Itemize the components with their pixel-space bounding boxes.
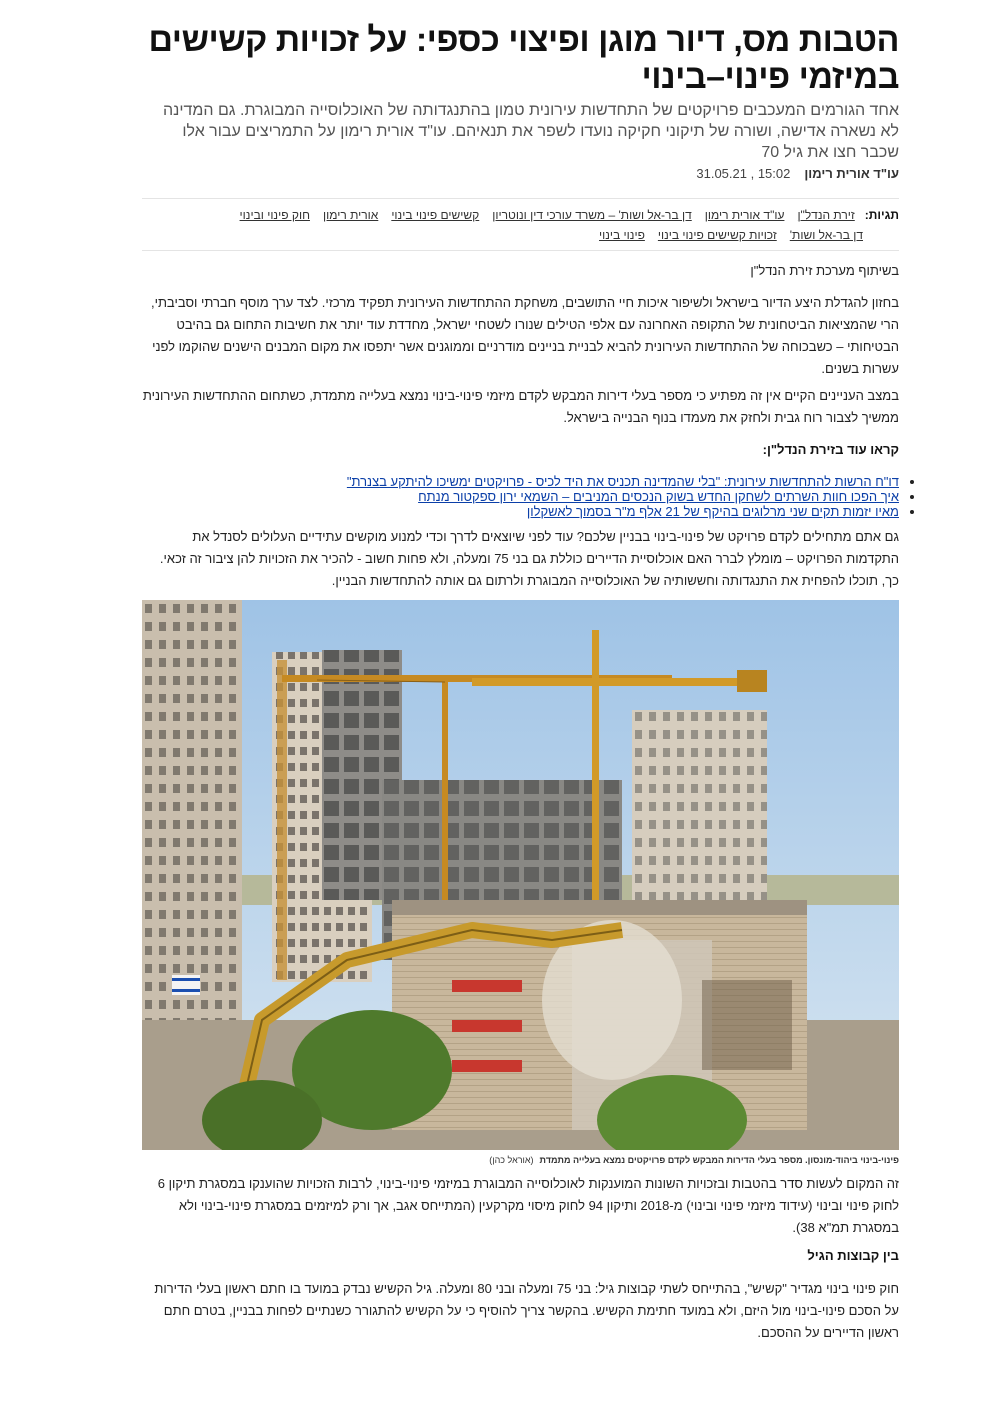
tag-link[interactable]: דן בר-אל ושות' bbox=[789, 228, 863, 242]
tag-link[interactable]: אורית רימון bbox=[322, 208, 379, 222]
article-title: הטבות מס, דיור מוגן ופיצוי כספי: על זכויות קשישים במיזמי פינוי–בינוי bbox=[148, 21, 899, 96]
paragraph-2: במצב העניינים הקיים אין זה מפתיע כי מספר בעלי דירות המבקש לקדם מיזמי פינוי-בינוי נמצא בעלייה מתמדת, כשתחום ההתחדשות העירונית ממשיך לצבור רוח גבית ולחזק את מעמדו בנוף הבנייה בישראל. bbox=[142, 388, 899, 425]
section-title: בין קבוצות הגיל bbox=[807, 1248, 899, 1263]
tag-link[interactable]: חוק פינוי ובינוי bbox=[239, 208, 310, 222]
paragraph-4: זה המקום לעשות סדר בהטבות ובזכויות השונות המוענקות לאוכלוסייה המבוגרת במיזמי פינוי-בינוי, לרבות הזכויות שהוענקו במסגרת תיקון 6 לחוק פינוי ובינוי (עידוד מיזמי פינוי ובינוי) מ-2018 ותיקון 94 לחוק מיסוי מקרקעין (המתייחס אגב, אך ורק למיזמים במסגרת פינוי-בינוי ולא במסגרת תמ"א 38). bbox=[157, 1176, 899, 1235]
tag-link[interactable]: עו"ד אורית רימון bbox=[704, 208, 785, 222]
tag-link[interactable]: זירת הנדל"ן bbox=[797, 208, 855, 222]
tag-link[interactable]: זכויות קשישים פינוי בינוי bbox=[657, 228, 777, 242]
author-link[interactable]: עו"ד אורית רימון bbox=[804, 166, 899, 181]
tag-link[interactable]: דן בר-אל ושות' – משרד עורכי דין ונוטריון bbox=[492, 208, 692, 222]
tag-link[interactable]: פינוי בינוי bbox=[599, 228, 645, 242]
read-more-list bbox=[142, 474, 919, 519]
publish-date: 15:02 , 31.05.21 bbox=[696, 166, 791, 181]
tags-bar bbox=[142, 198, 899, 251]
tags-label: תגיות: bbox=[864, 208, 899, 222]
read-more-link[interactable]: איך הפכו חוות השרתים לשחקן החדש בשוק הנכסים המניבים – השמאי ירון ספקטור מנתח bbox=[418, 489, 899, 504]
paragraph-1: בחזון להגדלת היצע הדיור בישראל ולשיפור איכות חיי התושבים, משחקת ההתחדשות העירונית תפקיד מרכזי. לצד ערך מוסף חברתי וסביבתי, הרי שהמציאות הביטחונית של התקופה האחרונה עם אלפי הטילים שנורו לשטחי ישראל, מחדדת עוד יותר את חשיבות התחום גם בהיבט הבטיחותי – כשבכוחה של ההתחדשות העירונית להביא לבניית בניינים מודרניים וממוגנים אשר יתפסו את מקום המבנים הישנים שהוקמו לפני עשרות בשנים. bbox=[150, 295, 899, 376]
byline bbox=[142, 166, 899, 181]
article-photo bbox=[142, 600, 899, 1150]
list-item bbox=[142, 474, 899, 489]
article-subtitle: אחד הגורמים המעכבים פרויקטים של התחדשות עירונית טמון בהתנגדותה של האוכלוסייה המבוגרת. גם המדינה לא נשארה אדישה, ושורה של תיקוני חקיקה נועדו לשפר את תנאיהם. עו"ד אורית רימון על התמריצים עבור אלו שכבר חצו את גיל 70 bbox=[162, 102, 899, 161]
tag-link[interactable]: קשישים פינוי בינוי bbox=[391, 208, 480, 222]
read-more-link[interactable]: מאיו יזמות תקים שני מרלוגים בהיקף של 21 אלף מ"ר בסמוך לאשקלון bbox=[526, 504, 899, 519]
photo-credit: (אוראל כהן) bbox=[489, 1155, 534, 1165]
construction-photo-illustration bbox=[142, 600, 899, 1150]
cooperation-note: בשיתוף מערכת זירת הנדל"ן bbox=[750, 263, 899, 278]
photo-caption bbox=[142, 1154, 899, 1166]
list-item bbox=[142, 504, 899, 519]
read-more-title: קראו עוד בזירת הנדל"ן: bbox=[762, 442, 899, 457]
read-more-link[interactable]: דו"ח הרשות להתחדשות עירונית: "בלי שהמדינה תכניס את היד לכיס - פרויקטים ימשיכו להיתקע בצנרת" bbox=[346, 474, 899, 489]
paragraph-5: חוק פינוי בינוי מגדיר "קשיש", בהתייחס לשתי קבוצות גיל: בני 75 ומעלה ובני 80 ומעלה. גיל הקשיש נבדק במועד בו חתם ראשון בעלי הדירות על הסכם פינוי-בינוי מול היזם, ולא במועד חתימת הקשיש. בהקשר צריך להוסיף כי על הקשיש להתגורר כשנתיים לפחות בבניין, בטרם חתם ראשון הדיירים על ההסכם. bbox=[154, 1281, 899, 1340]
caption-text: פינוי-בינוי ביהוד-מונסון. מספר בעלי הדירות המבקש לקדם פרויקטים נמצא בעלייה מתמדת bbox=[539, 1155, 899, 1165]
paragraph-3: גם אתם מתחילים לקדם פרויקט של פינוי-בינוי בבניין שלכם? עוד לפני שיוצאים לדרך וכדי למנוע מוקשים עתידיים העלולים לסנדל את התקדמות הפרויקט – מומלץ לברר האם אוכלוסיית הדיירים כוללת גם בני 75 ומעלה, ולא פחות חשוב - להכיר את הזכויות להן ציבור זה זכאי. כך, תוכלו להפחית את התנגדותה וחששותיה של האוכלוסייה המבוגרת ולרתום גם אותה להתחדשות הבניין. bbox=[159, 529, 899, 588]
list-item bbox=[142, 489, 899, 504]
